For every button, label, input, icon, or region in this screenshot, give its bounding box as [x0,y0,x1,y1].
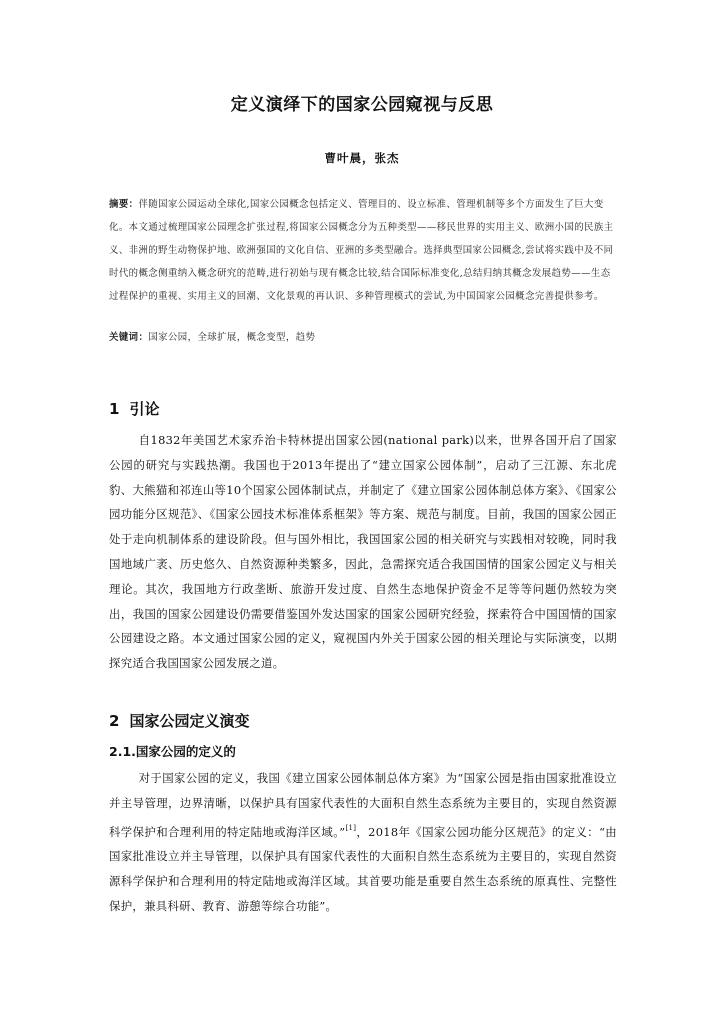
keywords [109,329,617,347]
section-1-paragraph: 自1832年美国艺术家乔治卡特林提出国家公园(national park)以来，世界各国开启了国家公园的研究与实践热潮。我国也于2013年提出了“建立国家公园体制”，启动了三江源、东北虎豹、大熊猫和祁连山等10个国家公园体制试点，并制定了《建立国家公园体制总体方案》、《国家公园功能分区规范》、《国家公园技术标准体系框架》等方案、规范与制度。目前，我国的国家公园正处于走向机制体系的建设阶段。但与国外相比，我国国家公园的相关研究与实践相对较晚，同时我国地域广袤、历史悠久、自然资源种类繁多，因此，急需探究适合我国国情的国家公园定义与相关理论。其次，我国地方行政垄断、旅游开发过度、自然生态地保护资金不足等等问题仍然较为突出，我国的国家公园建设仍需要借鉴国外发达国家的国家公园研究经验，探索符合中国国情的国家公园建设之路。本文通过国家公园的定义，窥视国内外关于国家公园的相关理论与实际演变，以期探究适合我国国家公园发展之道。 [109,433,617,671]
paragraph-text-part-2: ，2018年《国家公园功能分区规范》的定义：“由国家批准设立并主导管理，以保护具有国家代表性的大面积自然生态系统为主要目的，实现自然资源科学保护和合理利用的特定陆地或海洋区域。其首要功能是重要自然生态系统的原真性、完整性保护，兼具科研、教育、游憩等综合功能”。 [109,824,617,913]
subsection-2-1-body [109,766,617,919]
abstract [109,193,617,308]
abstract-text: 伴随国家公园运动全球化,国家公园概念包括定义、管理目的、设立标准、管理机制等多个方面发生了巨大变化。本文通过梳理国家公园理念扩张过程,将国家公园概念分为五种类型——移民世界的实用主义、欧洲小国的民族主义、非洲的野生动物保护地、欧洲强国的文化自信、亚洲的多类型融合。选择典型国家公园概念,尝试将实践中及不同时代的概念侧重纳入概念研究的范畴,进行初始与现有概念比较,结合国际标准变化,总结归纳其概念发展趋势——生态过程保护的重视、实用主义的回潮、文化景观的再认识、多种管理模式的尝试,为中国国家公园概念完善提供参考。 [109,199,614,302]
section-2-heading [109,710,249,731]
section-1-title: 引论 [129,400,160,418]
abstract-label: 摘要： [109,199,139,210]
keywords-label: 关键词： [109,332,149,343]
subsection-2-1-heading: 2.1.国家公园的定义的 [109,744,236,759]
section-2-title: 国家公园定义演变 [129,712,250,730]
reference-marker: [1] [345,823,357,832]
paragraph-text-part-1: 对于国家公园的定义，我国《建立国家公园体制总体方案》为“国家公园是指由国家批准设立并主导管理，边界清晰，以保护具有国家代表性的大面积自然生态系统为主要目的，实现自然资源科学保护和合理利用的特定陆地或海洋区域。” [109,771,617,839]
paper-authors: 曹叶晨，张杰 [324,151,400,165]
section-2-number: 2 [109,712,120,730]
section-1-heading [109,398,159,419]
section-1-body [109,428,617,676]
paper-title: 定义演绎下的国家公园窥视与反思 [230,95,494,115]
subsection-2-1-paragraph [109,766,617,919]
section-1-number: 1 [109,400,120,418]
keywords-text: 国家公园，全球扩展，概念变型，趋势 [148,332,316,343]
